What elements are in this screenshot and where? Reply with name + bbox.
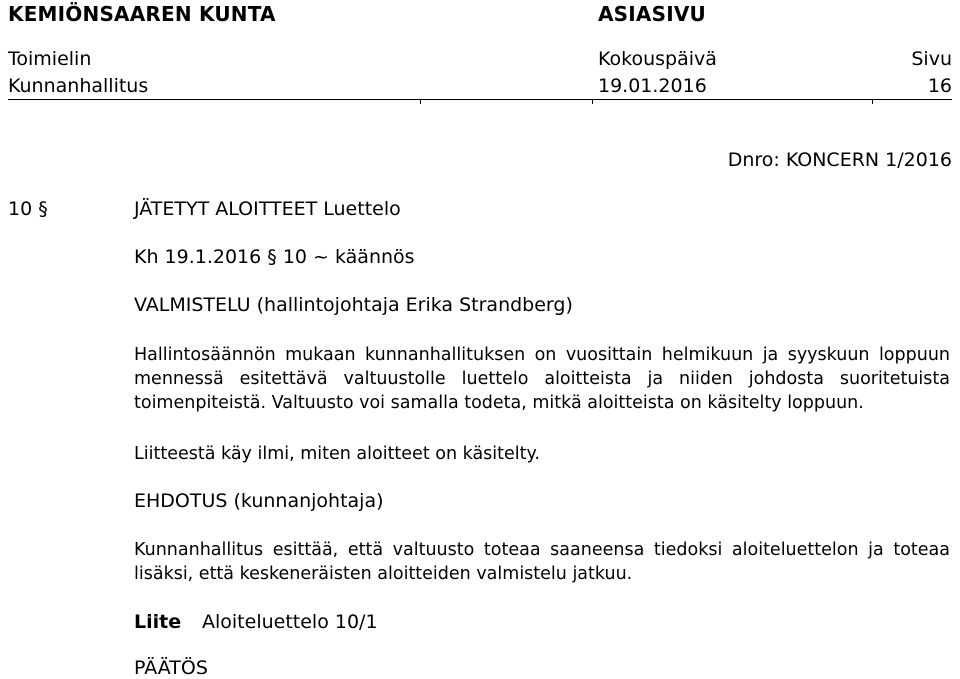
page-number: 16 [927, 75, 952, 97]
organization-name: KEMIÖNSAAREN KUNTA [8, 2, 276, 26]
header-tick [872, 99, 873, 104]
proposal-text: Kunnanhallitus esittää, että valtuusto toteaa saaneensa tiedoksi aloiteluettelon ja toteaa lisäksi, että keskeneräisten aloitteiden valmistelu jatkuu. [134, 540, 950, 584]
attachment-label: Liite [134, 611, 182, 633]
item-title: JÄTETYT ALOITTEET Luettelo [134, 198, 401, 220]
preparation-text: Hallintosäännön mukaan kunnanhallituksen on vuosittain helmikuun ja syyskuun loppuun mennessä esitettävä valtuustolle luettelo aloitteista ja niiden johdosta suoritetuista toimenpiteistä. Valtuusto voi samalla todeta, mitkä aloitteista on käsitelty loppuun. [134, 345, 950, 413]
meeting-date-value: 19.01.2016 [598, 75, 707, 97]
header-tick [592, 99, 593, 104]
decision-heading: PÄÄTÖS [134, 657, 208, 679]
header-rule [8, 99, 952, 100]
preparer-heading: VALMISTELU (hallintojohtaja Erika Strandberg) [134, 294, 573, 316]
meeting-date-label: Kokouspäivä [598, 48, 717, 70]
attachment-note: Liitteestä käy ilmi, miten aloitteet on käsitelty. [134, 444, 540, 464]
header-tick [420, 99, 421, 104]
body-value: Kunnanhallitus [8, 75, 149, 97]
document-type: ASIASIVU [598, 2, 706, 26]
page-label: Sivu [911, 48, 952, 70]
item-number: 10 § [8, 198, 48, 220]
case-number: Dnro: KONCERN 1/2016 [727, 149, 952, 171]
meeting-reference: Kh 19.1.2016 § 10 ~ käännös [134, 246, 415, 268]
proposal-heading: EHDOTUS (kunnanjohtaja) [134, 490, 384, 512]
body-label: Toimielin [8, 48, 92, 70]
attachment-value: Aloiteluettelo 10/1 [202, 611, 378, 633]
